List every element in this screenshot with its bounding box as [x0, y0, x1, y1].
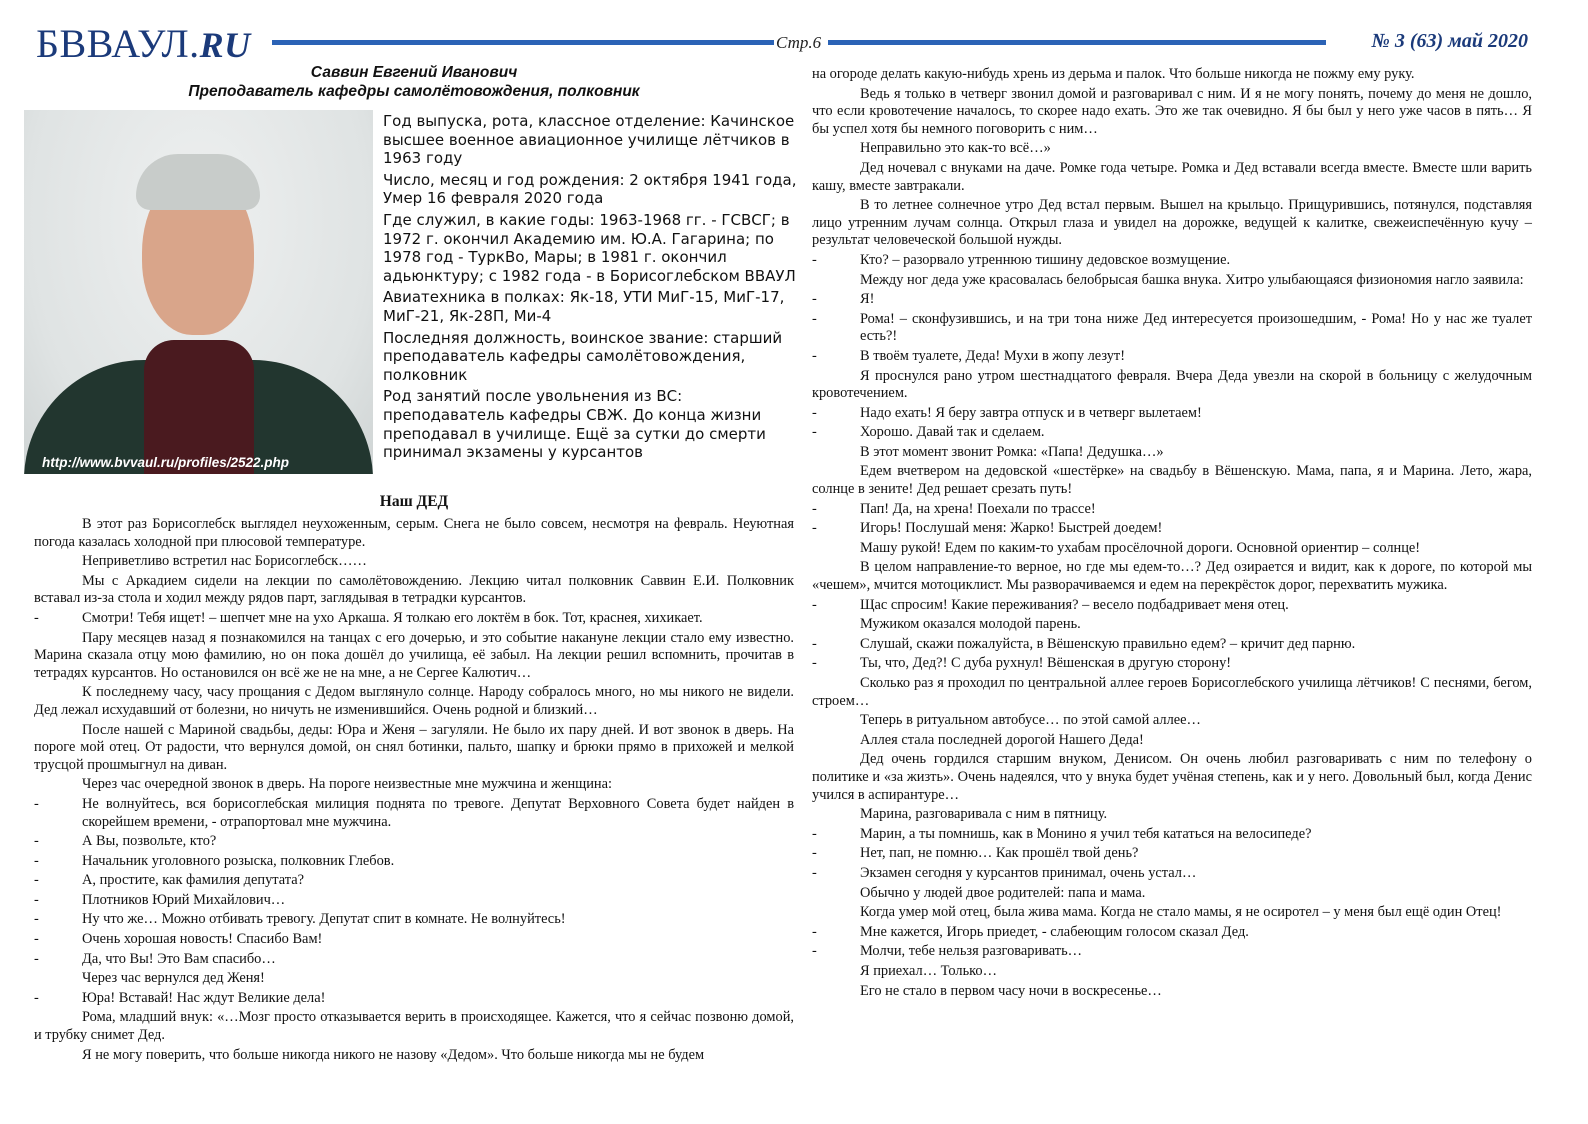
article-paragraph: Сколько раз я проходил по центральной аллее героев Борисоглебского училища лётчиков! С песнями, бегом, строем… — [812, 675, 1532, 709]
article-paragraph: Машу рукой! Едем по каким-то ухабам просёлочной дороги. Основной ориентир – солнце! — [860, 539, 1421, 556]
dialogue-line: - Юра! Вставай! Нас ждут Великие дела! — [34, 990, 794, 1008]
article-paragraph: Едем вчетвером на дедовской «шестёрке» на свадьбу в Вёшенскую. Мама, папа, я и Марина. Лето, жара, солнце в зените! Дед решает срезать путь! — [812, 463, 1532, 498]
profile-url-link[interactable]: http://www.bvvaul.ru/profiles/2522.php — [42, 455, 290, 470]
dialogue-line: - Ты, что, Дед?! С дуба рухнул! Вёшенская в другую сторону! — [812, 655, 1532, 673]
dialogue-line: - Смотри! Тебя ищет! – шепчет мне на ухо Аркаша. Я толкаю его локтём в бок. Тот, краснея, хихикает. — [34, 610, 794, 628]
article-title: Наш ДЕД — [379, 493, 449, 510]
dialogue-line: - Щас спросим! Какие переживания? – весело подбадривает меня отец. — [812, 597, 1532, 615]
profile-name: Саввин Евгений Иванович — [310, 64, 518, 81]
fact-last-position: Последняя должность, воинское звание: старший преподаватель кафедры самолётовождения, полковник — [383, 328, 783, 384]
dialogue-line: - Плотников Юрий Михайлович… — [34, 892, 794, 910]
article-paragraph: Через час вернулся дед Женя! — [82, 970, 265, 987]
article-paragraph: Между ног деда уже красовалась белобрысая башка внука. Хитро улыбающаяся физиономия нагло заявила: — [860, 271, 1524, 288]
dialogue-line: - Да, что Вы! Это Вам спасибо… — [34, 951, 794, 969]
article-paragraph: Неприветливо встретил нас Борисоглебск…… — [82, 553, 367, 570]
dialogue-line: - Рома! – сконфузившись, и на три тона ниже Дед интересуется произошедшим, - Рома! Но у нас же туалет есть?! — [812, 311, 1532, 346]
article-paragraph: В этот раз Борисоглебск выглядел неухоженным, серым. Снега не было совсем, несмотря на февраль. Неуютная погода казалась холодной при плюсовой температуре. — [34, 516, 794, 550]
dialogue-line: - Очень хорошая новость! Спасибо Вам! — [34, 931, 794, 949]
dialogue-line: - Начальник уголовного розыска, полковник Глебов. — [34, 853, 794, 871]
dialogue-line: - А, простите, как фамилия депутата? — [34, 872, 794, 890]
fact-birth-death: Число, месяц и год рождения: 2 октября 1941 года, Умер 16 февраля 2020 года — [383, 170, 797, 208]
photo-sweater — [144, 340, 254, 474]
article-paragraph: Через час очередной звонок в дверь. На пороге неизвестные мне мужчина и женщина: — [82, 776, 613, 793]
logo-text: БВВАУЛ. — [36, 21, 200, 66]
dialogue-line: - Экзамен сегодня у курсантов принимал, очень устал… — [812, 865, 1532, 883]
article-paragraph: Я не могу поверить, что больше никогда никого не назову «Дедом». Что больше никогда мы не будем — [82, 1046, 705, 1063]
profile-heading — [24, 63, 804, 101]
article-column-right — [812, 66, 1532, 1002]
article-paragraph: В этот момент звонит Ромка: «Папа! Дедушка…» — [860, 443, 1164, 460]
article-paragraph: Мужиком оказался молодой парень. — [860, 616, 1081, 633]
dialogue-line: - Молчи, тебе нельзя разговаривать… — [812, 943, 1532, 961]
article-paragraph: Аллея стала последней дорогой Нашего Деда! — [860, 731, 1144, 748]
issue-number: № 3 (63) май 2020 — [1371, 30, 1528, 52]
fact-aircraft: Авиатехника в полках: Як-18, УТИ МиГ-15, МиГ-17, МиГ-21, Як-28П, Ми-4 — [383, 288, 785, 325]
article-paragraph: Неправильно это как-то всё…» — [860, 140, 1051, 157]
article-paragraph: После нашей с Мариной свадьбы, деды: Юра и Женя – загуляли. Не было их пару дней. И вот звонок в дверь. На пороге мой отец. От радости, что вернулся домой, он снял ботинки, пальто, шапку и брюки прямо в прихожей и мелкой трусцой прошмыгнул на диван. — [34, 721, 794, 773]
article-paragraph: Обычно у людей двое родителей: папа и мама. — [860, 884, 1146, 901]
header-rule-left — [272, 40, 774, 45]
article-paragraph: Мы с Аркадием сидели на лекции по самолётовождению. Лекцию читал полковник Саввин Е.И. Полковник вставал из-за стола и ходил между рядов парт, заглядывая в тетрадки курсантов. — [34, 572, 794, 607]
dialogue-line: - Хорошо. Давай так и сделаем. — [812, 424, 1532, 442]
article-paragraph: В целом направление-то верное, но где мы едем-то…? Дед озирается и видит, как к дороге, по которой мы «чешем», мчится мотоциклист. Мы разворачиваемся и едем на перекрёсток дорог, перехватить мужика. — [812, 559, 1532, 594]
fact-graduation: Год выпуска, рота, классное отделение: Качинское высшее военное авиационное училище лётчиков в 1963 году — [383, 112, 795, 168]
article-paragraph: В то летнее солнечное утро Дед встал первым. Вышел на крыльцо. Прищурившись, потянулся, подставляя лицо утренним лучам солнца. Открыл глаза и увидел на дорожке, ведущей к калитке, свежеиспечённую кучу – результат человеческой большой нужды. — [812, 197, 1532, 249]
dialogue-line: - Пап! Да, на хрена! Поехали по трассе! — [812, 501, 1532, 519]
article-paragraph: Его не стало в первом часу ночи в воскресенье… — [860, 982, 1162, 999]
article-paragraph: Дед очень гордился старшим внуком, Денисом. Он очень любил разговаривать с ним по телефону о политике и «за жизть». Очень надеялся, что у внука будет учёная степень, как и у него. Довольный был, когда Денис учился в аспирантуре… — [812, 751, 1532, 803]
article-column-left — [34, 516, 794, 1066]
article-paragraph: Дед ночевал с внуками на даче. Ромке года четыре. Ромка и Дед вставали всегда вместе. Вместе шли варить кашу, вместе завтракали. — [812, 159, 1532, 194]
dialogue-line: - Марин, а ты помнишь, как в Монино я учил тебя кататься на велосипеде? — [812, 826, 1532, 844]
dialogue-line: - Слушай, скажи пожалуйста, в Вёшенскую правильно едем? – кричит дед парню. — [812, 636, 1532, 654]
article-paragraph: Пару месяцев назад я познакомился на танцах с его дочерью, и это событие накануне лекции стало ему известно. Марина сказала отцу мою фамилию, но он пока дошёл до училища, её забыл. На лекции решил вспомнить, прочитав в тетрадях курсантов. Но остановился он всё же не на мне, а не Сергее Калютич… — [34, 629, 794, 681]
article-paragraph: Марина, разговаривала с ним в пятницу. — [860, 806, 1108, 823]
dialogue-line: - Надо ехать! Я беру завтра отпуск и в четверг вылетаем! — [812, 405, 1532, 423]
dialogue-line: - Игорь! Послушай меня: Жарко! Быстрей доедем! — [812, 520, 1532, 538]
dialogue-line: - Кто? – разорвало утреннюю тишину дедовское возмущение. — [812, 252, 1532, 270]
article-paragraph: Когда умер мой отец, была жива мама. Когда не стало мамы, я не осиротел – у меня был ещё один Отец! — [860, 904, 1502, 921]
profile-facts — [383, 112, 798, 465]
site-logo — [36, 20, 251, 67]
article-paragraph: Ведь я только в четверг звонил домой и разговаривал с ним. И я не могу понять, почему до меня не дошло, что если кровотечение началось, то скорее надо ехать. Это же так очевидно. Я бы был у него уже часов в пять… Я бы успел хотя бы немного поговорить с ним… — [812, 85, 1532, 137]
article-paragraph: Я приехал… Только… — [860, 962, 997, 979]
logo-suffix: RU — [199, 25, 251, 65]
profile-photo — [24, 110, 373, 474]
dialogue-line: - Мне кажется, Игорь приедет, - слабеющим голосом сказал Дед. — [812, 924, 1532, 942]
profile-position: Преподаватель кафедры самолётовождения, полковник — [188, 83, 640, 100]
fact-after-service: Род занятий после увольнения из ВС: преподаватель кафедры СВЖ. До конца жизни преподавал в училище. Ещё за сутки до смерти принимал экзамены у курсантов — [383, 387, 766, 462]
header-rule-right — [828, 40, 1326, 45]
article-paragraph: Рома, младший внук: «…Мозг просто отказывается верить в происходящее. Кажется, что я сейчас позвоню домой, и трубку снимет Дед. — [34, 1009, 794, 1044]
article-paragraph: на огороде делать какую-нибудь хрень из дерьма и палок. Что больше никогда не пожму ему руку. — [812, 66, 1415, 82]
dialogue-line: - Нет, пап, не помню… Как прошёл твой день? — [812, 845, 1532, 863]
dialogue-line: - Я! — [812, 291, 1532, 309]
article-paragraph: Теперь в ритуальном автобусе… по этой самой аллее… — [860, 712, 1201, 729]
dialogue-line: - В твоём туалете, Деда! Мухи в жопу лезут! — [812, 348, 1532, 366]
dialogue-line: - Ну что же… Можно отбивать тревогу. Депутат спит в комнате. Не волнуйтесь! — [34, 911, 794, 929]
photo-hair — [136, 154, 260, 210]
fact-service: Где служил, в какие годы: 1963-1968 гг. - ГСВСГ; в 1972 г. окончил Академию им. Ю.А. Гагарина; по 1978 год - ТуркВо, Мары; в 1981 г. окончил адьюнктуру; с 1982 года - в Борисоглебском ВВАУЛ — [383, 210, 796, 285]
article-paragraph: К последнему часу, часу прощания с Дедом выглянуло солнце. Народу собралось много, но мы никого не видели. Дед лежал исхудавший от болезни, но ничуть не изменившийся. Очень родной и близкий… — [34, 684, 794, 718]
article-paragraph: Я проснулся рано утром шестнадцатого февраля. Вчера Деда увезли на скорой в больницу с желудочным кровотечением. — [812, 367, 1532, 402]
page-number: Стр.6 — [776, 33, 822, 52]
dialogue-line: - Не волнуйтесь, вся борисоглебская милиция поднята по тревоге. Депутат Верховного Совета будет найден в скорейшем времени, - отрапортовал мне мужчина. — [34, 796, 794, 831]
dialogue-line: - А Вы, позвольте, кто? — [34, 833, 794, 851]
